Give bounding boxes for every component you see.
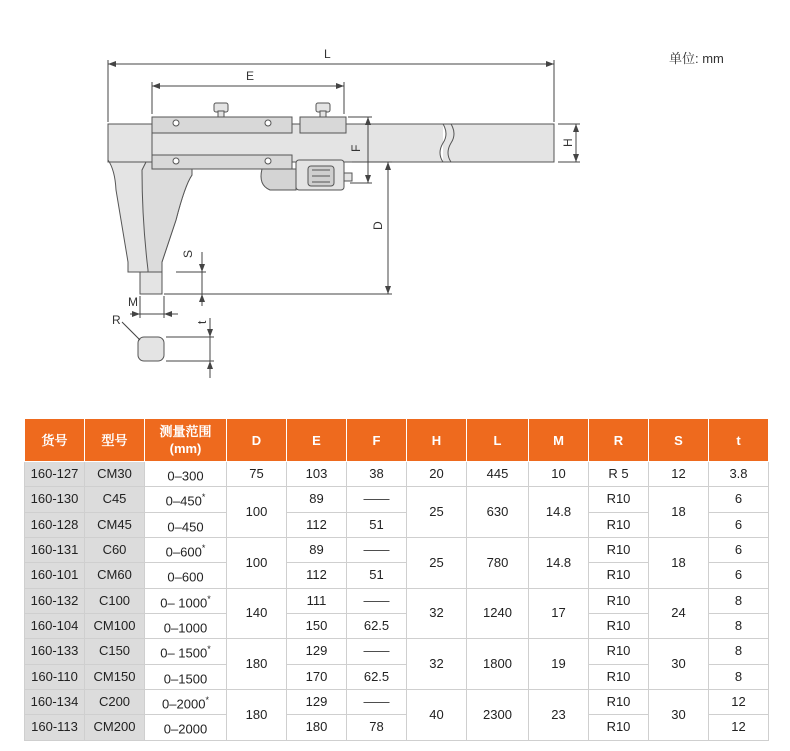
- header-M: M: [529, 419, 589, 462]
- cell-t: 3.8: [709, 462, 769, 487]
- slider-body: [152, 117, 292, 133]
- cell-r: R10: [589, 664, 649, 689]
- cell-range: 0–450*: [145, 487, 227, 512]
- dim-label-H: H: [561, 138, 575, 147]
- cell-e: 129: [287, 639, 347, 664]
- cell-t: 8: [709, 588, 769, 613]
- cell-l: 780: [467, 537, 529, 588]
- table-row: [25, 639, 769, 664]
- cell-range: 0–600: [145, 563, 227, 588]
- cell-r: R10: [589, 563, 649, 588]
- cell-model: CM200: [85, 715, 145, 740]
- cell-code: 160-110: [25, 664, 85, 689]
- cell-m: 10: [529, 462, 589, 487]
- cell-s: 18: [649, 537, 709, 588]
- table-row: [25, 537, 769, 562]
- cell-r: R10: [589, 588, 649, 613]
- header-S: S: [649, 419, 709, 462]
- cell-model: CM150: [85, 664, 145, 689]
- cell-code: 160-104: [25, 613, 85, 638]
- cell-t: 12: [709, 689, 769, 714]
- cell-t: 8: [709, 613, 769, 638]
- cell-t: 6: [709, 512, 769, 537]
- dim-label-D: D: [371, 221, 385, 230]
- cell-d: 180: [227, 689, 287, 740]
- cell-l: 2300: [467, 689, 529, 740]
- cell-t: 6: [709, 563, 769, 588]
- cell-f: 62.5: [347, 613, 407, 638]
- spec-table: [24, 418, 769, 741]
- header-R: R: [589, 419, 649, 462]
- jaw-tip: [140, 272, 162, 294]
- cell-range: 0–450: [145, 512, 227, 537]
- cell-code: 160-132: [25, 588, 85, 613]
- cell-h: 32: [407, 639, 467, 690]
- fine-adjust-slider: [300, 117, 346, 133]
- cell-code: 160-133: [25, 639, 85, 664]
- cell-f: ——: [347, 588, 407, 613]
- cell-s: 18: [649, 487, 709, 538]
- dim-label-S: S: [181, 249, 195, 258]
- cell-code: 160-101: [25, 563, 85, 588]
- cell-f: ——: [347, 487, 407, 512]
- cell-l: 1240: [467, 588, 529, 639]
- cell-m: 23: [529, 689, 589, 740]
- table-row: [25, 689, 769, 714]
- table-row: [25, 487, 769, 512]
- cell-d: 140: [227, 588, 287, 639]
- cell-h: 32: [407, 588, 467, 639]
- cell-r: R10: [589, 639, 649, 664]
- cell-r: R10: [589, 613, 649, 638]
- cell-e: 170: [287, 664, 347, 689]
- cell-f: 78: [347, 715, 407, 740]
- header-E: E: [287, 419, 347, 462]
- cell-code: 160-127: [25, 462, 85, 487]
- cell-range: 0– 1000*: [145, 588, 227, 613]
- header-D: D: [227, 419, 287, 462]
- cell-m: 14.8: [529, 487, 589, 538]
- cell-e: 129: [287, 689, 347, 714]
- cell-l: 1800: [467, 639, 529, 690]
- cell-h: 25: [407, 487, 467, 538]
- cell-d: 75: [227, 462, 287, 487]
- unit-label: 单位: mm: [669, 51, 724, 66]
- cell-r: R10: [589, 487, 649, 512]
- cell-e: 89: [287, 537, 347, 562]
- cell-f: 62.5: [347, 664, 407, 689]
- cell-m: 17: [529, 588, 589, 639]
- cell-model: CM30: [85, 462, 145, 487]
- cell-r: R10: [589, 512, 649, 537]
- cell-l: 630: [467, 487, 529, 538]
- cell-e: 111: [287, 588, 347, 613]
- cell-s: 24: [649, 588, 709, 639]
- cell-f: ——: [347, 537, 407, 562]
- header-L: L: [467, 419, 529, 462]
- dim-label-E: E: [246, 69, 255, 83]
- table-row: [25, 462, 769, 487]
- cell-code: 160-130: [25, 487, 85, 512]
- cell-s: 12: [649, 462, 709, 487]
- cell-l: 445: [467, 462, 529, 487]
- cell-t: 6: [709, 487, 769, 512]
- cell-m: 19: [529, 639, 589, 690]
- cell-range: 0–2000: [145, 715, 227, 740]
- cell-code: 160-134: [25, 689, 85, 714]
- cell-h: 40: [407, 689, 467, 740]
- dim-label-F: F: [349, 144, 363, 152]
- cell-t: 12: [709, 715, 769, 740]
- cell-e: 89: [287, 487, 347, 512]
- table-row: [25, 588, 769, 613]
- header-F: F: [347, 419, 407, 462]
- header-range: 测量范围 (mm): [145, 419, 227, 462]
- cell-range: 0–300: [145, 462, 227, 487]
- cell-f: 51: [347, 563, 407, 588]
- cell-f: ——: [347, 689, 407, 714]
- cell-range: 0–1000: [145, 613, 227, 638]
- cell-t: 8: [709, 664, 769, 689]
- cell-e: 150: [287, 613, 347, 638]
- header-model: 型号: [85, 419, 145, 462]
- cell-code: 160-131: [25, 537, 85, 562]
- cell-s: 30: [649, 639, 709, 690]
- cell-model: CM100: [85, 613, 145, 638]
- cell-h: 25: [407, 537, 467, 588]
- star-mark: *: [201, 542, 206, 553]
- cell-e: 112: [287, 563, 347, 588]
- cell-model: C60: [85, 537, 145, 562]
- cell-range: 0–600*: [145, 537, 227, 562]
- cell-s: 30: [649, 689, 709, 740]
- cell-d: 100: [227, 537, 287, 588]
- cell-f: 38: [347, 462, 407, 487]
- cell-range: 0–2000*: [145, 689, 227, 714]
- header-code: 货号: [25, 419, 85, 462]
- cell-f: 51: [347, 512, 407, 537]
- star-mark: *: [207, 593, 211, 604]
- cell-code: 160-113: [25, 715, 85, 740]
- cell-t: 6: [709, 537, 769, 562]
- cell-r: R 5: [589, 462, 649, 487]
- cell-code: 160-128: [25, 512, 85, 537]
- cell-r: R10: [589, 689, 649, 714]
- cell-d: 100: [227, 487, 287, 538]
- dim-label-R: R: [112, 313, 121, 327]
- cell-model: CM45: [85, 512, 145, 537]
- table-header-row: [25, 419, 769, 462]
- cell-model: C100: [85, 588, 145, 613]
- cell-model: C200: [85, 689, 145, 714]
- cell-d: 180: [227, 639, 287, 690]
- cell-m: 14.8: [529, 537, 589, 588]
- cell-e: 112: [287, 512, 347, 537]
- header-t: t: [709, 419, 769, 462]
- star-mark: *: [205, 694, 209, 705]
- dim-label-t: t: [195, 320, 209, 324]
- star-mark: *: [201, 492, 206, 503]
- star-mark: *: [207, 644, 211, 655]
- cell-r: R10: [589, 537, 649, 562]
- cell-r: R10: [589, 715, 649, 740]
- cell-t: 8: [709, 639, 769, 664]
- header-H: H: [407, 419, 467, 462]
- jaw-detail: [138, 337, 164, 361]
- cell-e: 180: [287, 715, 347, 740]
- dim-label-M: M: [128, 295, 138, 309]
- cell-range: 0– 1500*: [145, 639, 227, 664]
- cell-model: C150: [85, 639, 145, 664]
- cell-h: 20: [407, 462, 467, 487]
- cell-model: C45: [85, 487, 145, 512]
- cell-f: ——: [347, 639, 407, 664]
- cell-range: 0–1500: [145, 664, 227, 689]
- cell-model: CM60: [85, 563, 145, 588]
- dim-label-L: L: [324, 47, 331, 61]
- cell-e: 103: [287, 462, 347, 487]
